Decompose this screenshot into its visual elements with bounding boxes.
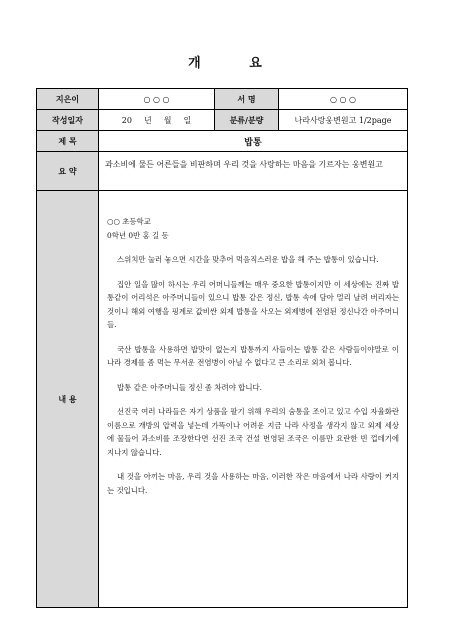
author-row — [37, 89, 407, 110]
date-label: 작성일자 — [37, 110, 99, 130]
paragraph: 내 것을 아끼는 마음, 우리 것을 사용하는 마음, 이러한 작은 마음에서 나라 사랑이 커지는 것입니다. — [107, 472, 399, 495]
subject-value: 밥통 — [244, 137, 262, 148]
student-line: 0학년 0반 홍 길 동 — [107, 230, 169, 240]
date-year: 20 — [121, 115, 132, 125]
paragraph: 국산 밥통을 사용하면 밥맛이 없는지 밥통까지 사들이는 밥통 같은 사람들이야말로 이 나라 경제를 좀 먹는 무서운 전염병이 아닐 수 없다고 큰 소리로 외쳐 봅니다. — [107, 344, 399, 367]
content-body — [99, 191, 407, 607]
category-value: 나라사랑웅변원고 1/2page — [294, 115, 392, 125]
paragraph: 선진국 여러 나라들은 자기 상품을 팔기 위해 우리의 숨통을 조이고 있고 수입 자율화란 이름으로 개방의 압력을 넣는데 가뜩이나 어려운 지금 나라 사정을 생각지 않고 외제 세상에 물들어 과소비를 조장한다면 선진 조국 건설 번영된 조국은 이름만 요란한 빈 껍데기에 지나지 않습니다. — [107, 407, 399, 457]
date-value — [99, 110, 214, 130]
category-label: 분류/분량 — [214, 110, 279, 130]
date-month-unit: 월 — [163, 115, 172, 125]
author-label: 지은이 — [37, 89, 99, 109]
subject-label: 제 목 — [37, 131, 99, 151]
date-year-unit: 년 — [143, 115, 152, 125]
form-table — [36, 88, 408, 608]
school-line: ○○ 초등학교 — [107, 217, 151, 226]
paragraph: 집안 일을 많이 하시는 우리 어머니들께는 매우 중요한 밥통이지만 이 세상에는 진짜 밥통같이 어리석은 아주머니들이 있으니 밥통 같은 정신, 밥통 속에 담아 멀리 날려 버리자는 것이니 해외 여행을 핑계로 값비싼 외제 밥통을 사오는 외제병에 전염된 정신나간 아주머니들. — [107, 279, 399, 329]
page-title: 개 요 — [188, 56, 284, 71]
summary-label: 요 약 — [37, 152, 99, 190]
sign-value: ○ ○ ○ — [329, 94, 357, 104]
date-day-unit: 일 — [183, 115, 192, 125]
summary-row — [37, 152, 407, 191]
content-row — [37, 191, 407, 607]
date-row — [37, 110, 407, 131]
subject-row — [37, 131, 407, 152]
content-label: 내 용 — [37, 191, 99, 607]
sign-label: 서 명 — [214, 89, 279, 109]
paragraph: 밥통 같은 아주머니들 정신 좀 차려야 합니다. — [117, 382, 262, 392]
paragraph: 스위치만 눌러 놓으면 시간을 맞추어 먹음직스러운 밥을 해 주는 밥통이 있습니다. — [117, 255, 379, 264]
summary-value: 과소비에 물든 어른들을 비판하며 우리 것을 사랑하는 마음을 기르자는 웅변원고 — [105, 160, 383, 169]
author-value: ○ ○ ○ — [143, 94, 170, 104]
